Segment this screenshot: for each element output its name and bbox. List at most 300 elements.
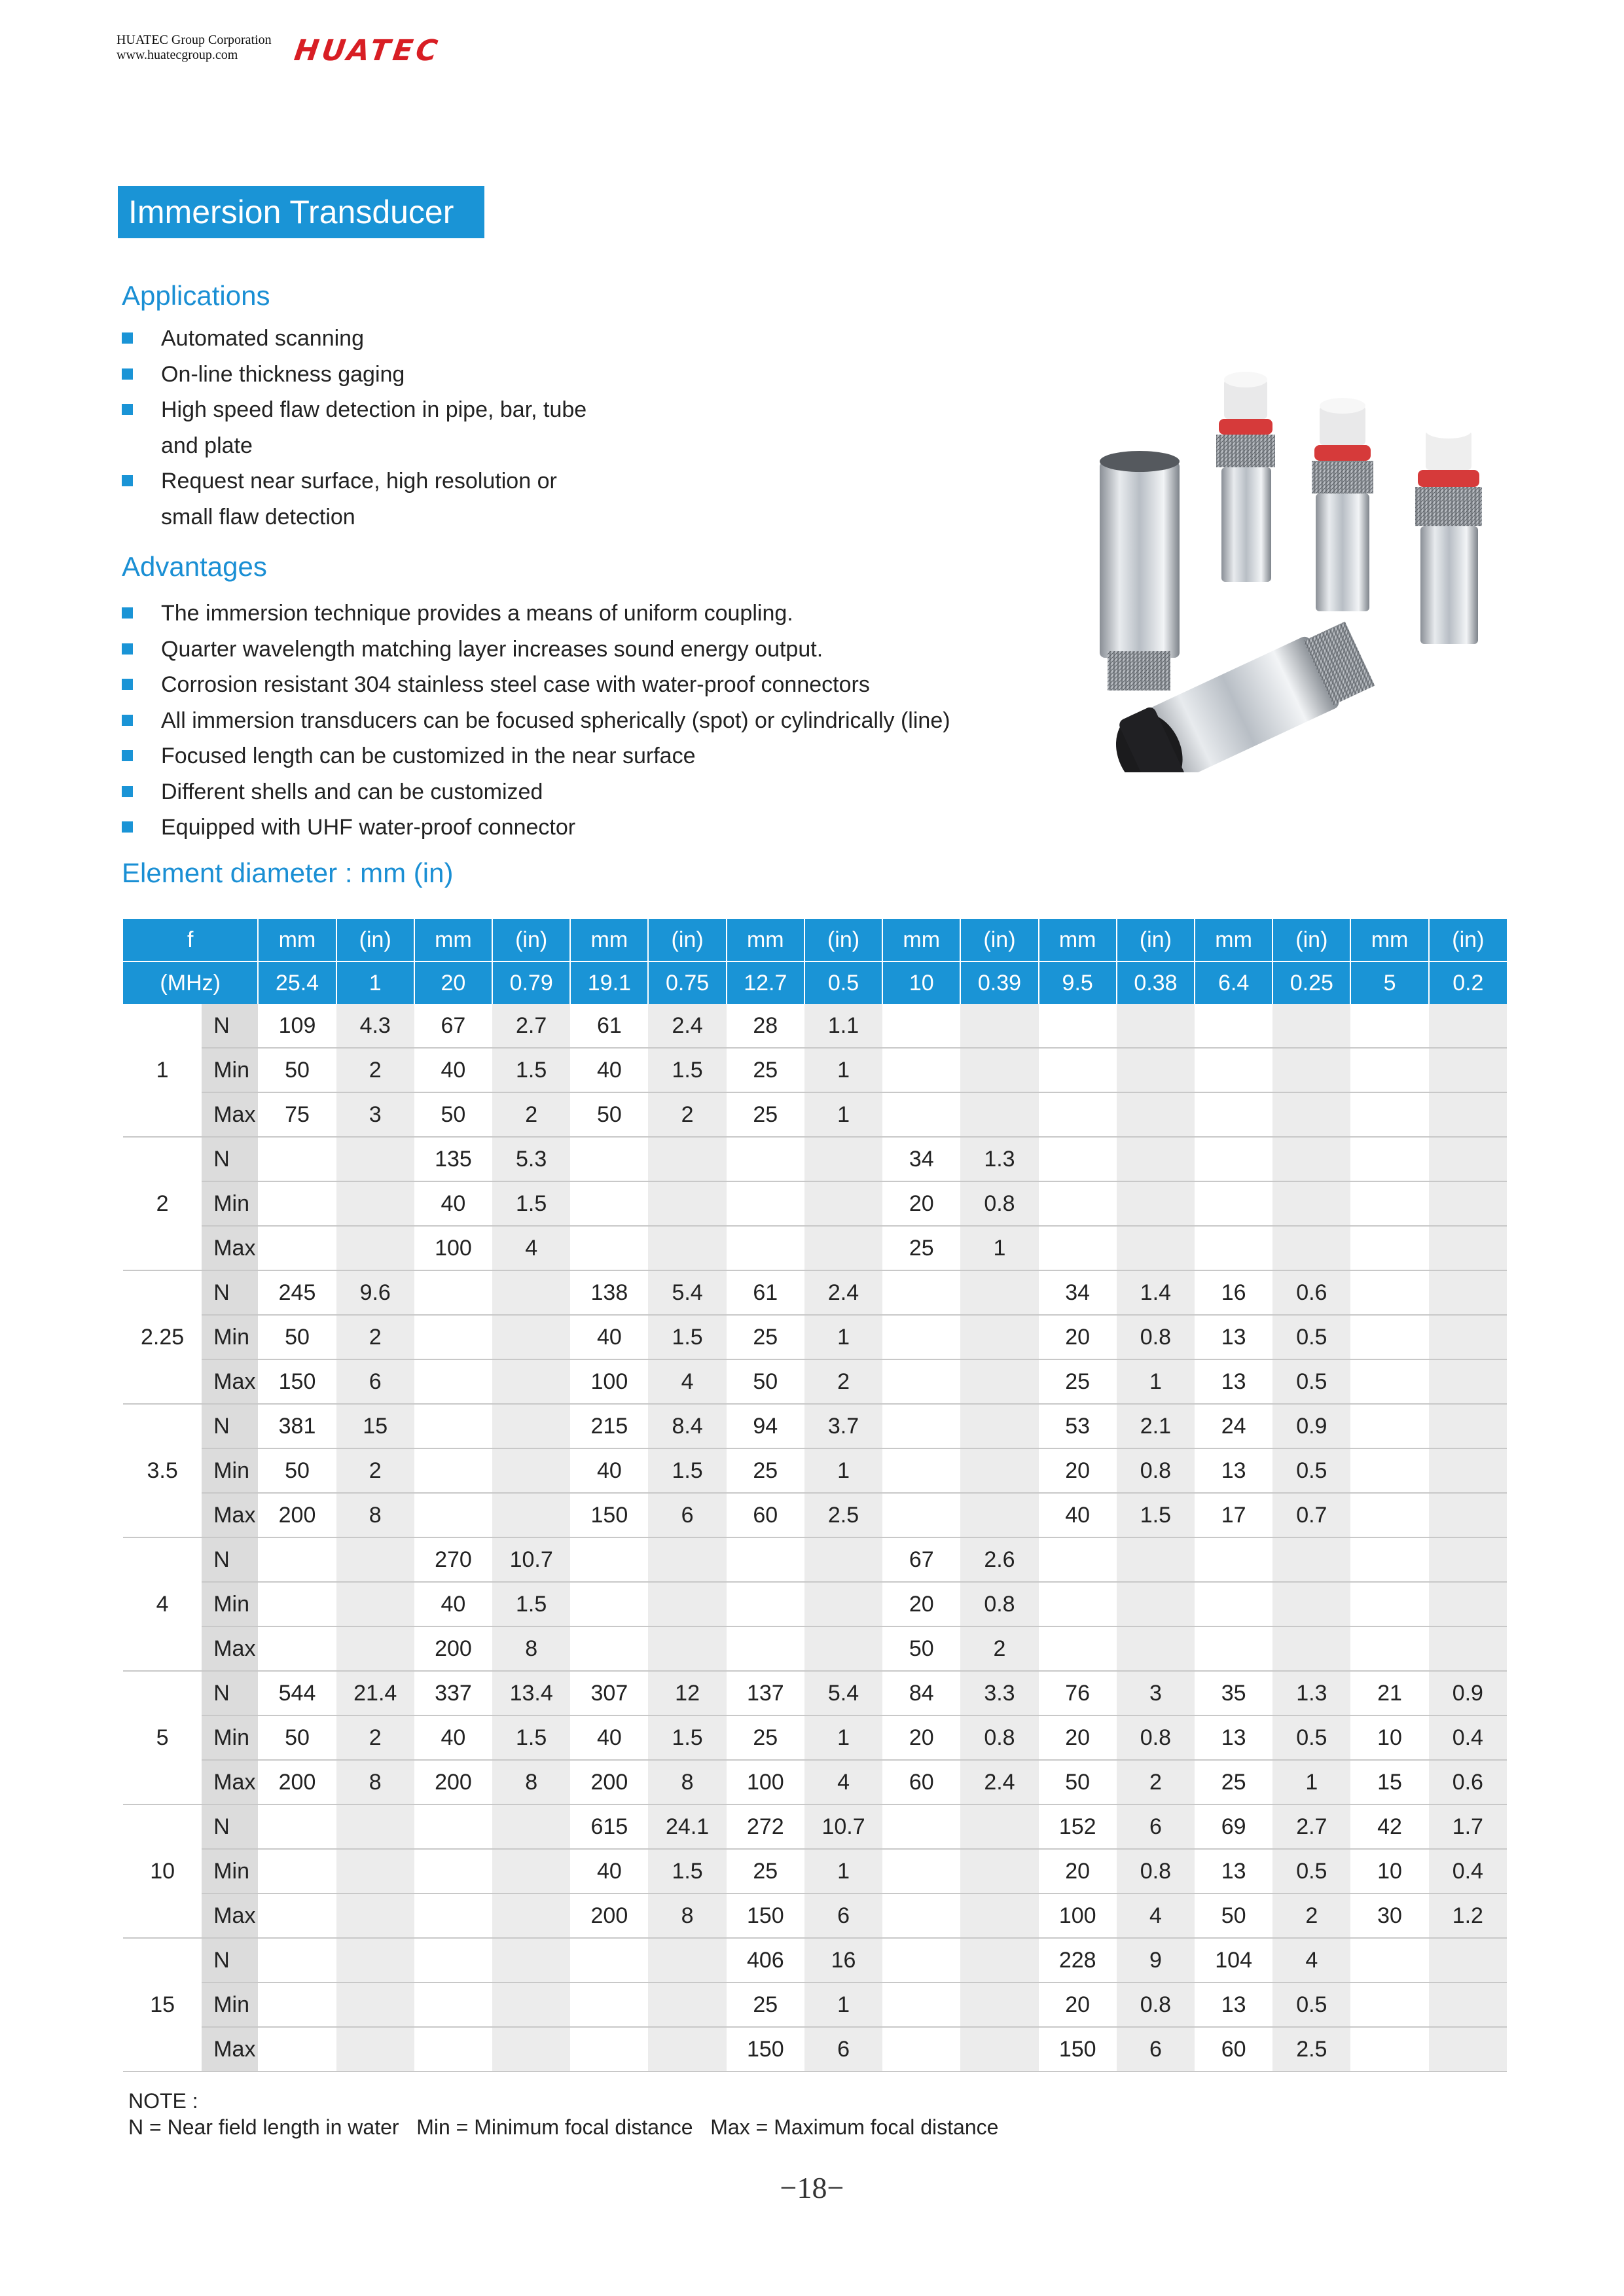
table-cell [1350, 1137, 1428, 1181]
table-cell: 60 [882, 1760, 960, 1804]
table-cell: 1 [804, 1448, 882, 1493]
row-label-cell: N [202, 1537, 258, 1582]
frequency-cell: 15 [123, 1938, 202, 2072]
table-cell [570, 1537, 648, 1582]
table-cell [648, 1938, 726, 1982]
header-cell: 0.25 [1272, 961, 1350, 1004]
table-cell [570, 1137, 648, 1181]
table-cell [960, 1048, 1038, 1092]
table-cell [258, 1137, 336, 1181]
table-cell: 8 [492, 1626, 570, 1671]
table-cell [492, 1804, 570, 1849]
table-cell: 60 [727, 1493, 804, 1537]
table-cell: 20 [882, 1715, 960, 1760]
table-row [123, 1137, 1507, 1181]
table-cell [882, 1092, 960, 1137]
table-cell: 200 [258, 1493, 336, 1537]
table-cell: 20 [882, 1582, 960, 1626]
application-item-text: small flaw detection [161, 504, 355, 529]
table-cell: 13 [1195, 1849, 1272, 1893]
header-cell: mm [570, 919, 648, 961]
header-cell: (in) [648, 919, 726, 961]
table-cell: 109 [258, 1004, 336, 1048]
row-label-cell: Min [202, 1315, 258, 1359]
advantage-item: The immersion technique provides a means of uniform coupling. [122, 596, 950, 632]
table-cell: 1.5 [492, 1181, 570, 1226]
table-cell: 40 [570, 1048, 648, 1092]
table-cell [882, 1493, 960, 1537]
application-item [122, 392, 586, 463]
table-cell [336, 2027, 414, 2072]
table-cell [492, 1404, 570, 1448]
table-cell: 0.8 [960, 1715, 1038, 1760]
table-cell: 150 [570, 1493, 648, 1537]
table-cell: 61 [570, 1004, 648, 1048]
advantage-item: All immersion transducers can be focused spherically (spot) or cylindrically (line) [122, 703, 950, 739]
table-cell: 0.4 [1429, 1849, 1507, 1893]
table-row [123, 1226, 1507, 1270]
table-cell [1429, 2027, 1507, 2072]
table-cell [1195, 1537, 1272, 1582]
table-cell [258, 1804, 336, 1849]
table-cell: 5.3 [492, 1137, 570, 1181]
table-cell: 34 [882, 1137, 960, 1181]
table-cell [1195, 1092, 1272, 1137]
table-cell [804, 1181, 882, 1226]
table-cell [882, 1938, 960, 1982]
table-cell: 40 [414, 1181, 492, 1226]
table-cell: 13.4 [492, 1671, 570, 1715]
table-cell: 42 [1350, 1804, 1428, 1849]
table-cell: 20 [1039, 1982, 1117, 2027]
row-label-cell: Max [202, 1760, 258, 1804]
table-cell: 200 [414, 1626, 492, 1671]
table-cell: 0.6 [1272, 1270, 1350, 1315]
advantage-item: Equipped with UHF water-proof connector [122, 810, 950, 846]
table-cell: 20 [1039, 1315, 1117, 1359]
table-cell [1117, 1626, 1195, 1671]
table-cell: 6 [1117, 2027, 1195, 2072]
frequency-cell: 2.25 [123, 1270, 202, 1404]
brand-logo: HUATEC [292, 34, 443, 67]
header-cell: mm [414, 919, 492, 961]
table-cell: 2 [336, 1315, 414, 1359]
table-cell [1039, 1004, 1117, 1048]
table-cell: 25 [882, 1226, 960, 1270]
table-cell: 0.5 [1272, 1359, 1350, 1404]
table-cell: 28 [727, 1004, 804, 1048]
table-cell: 1.5 [492, 1048, 570, 1092]
table-cell: 0.9 [1272, 1404, 1350, 1448]
table-cell: 10.7 [492, 1537, 570, 1582]
table-cell [1429, 1626, 1507, 1671]
table-cell: 1.5 [648, 1048, 726, 1092]
table-cell: 0.8 [960, 1181, 1038, 1226]
row-label-cell: Min [202, 1849, 258, 1893]
header-cell: 20 [414, 961, 492, 1004]
table-cell: 50 [1039, 1760, 1117, 1804]
table-cell: 10 [1350, 1849, 1428, 1893]
table-cell: 0.5 [1272, 1448, 1350, 1493]
table-row [123, 1893, 1507, 1938]
table-cell: 1.5 [648, 1315, 726, 1359]
table-cell [1429, 1137, 1507, 1181]
table-cell [804, 1226, 882, 1270]
table-cell [960, 1404, 1038, 1448]
table-cell [960, 1804, 1038, 1849]
table-cell: 0.7 [1272, 1493, 1350, 1537]
row-label-cell: N [202, 1938, 258, 1982]
table-cell: 84 [882, 1671, 960, 1715]
row-label-cell: N [202, 1804, 258, 1849]
table-cell: 6 [804, 1893, 882, 1938]
table-cell: 1.7 [1429, 1804, 1507, 1849]
advantage-item: Quarter wavelength matching layer increases sound energy output. [122, 632, 950, 668]
table-row [123, 1582, 1507, 1626]
table-cell: 25 [727, 1982, 804, 2027]
table-cell [648, 1626, 726, 1671]
table-cell [336, 1537, 414, 1582]
table-cell: 25 [727, 1092, 804, 1137]
table-cell: 1 [804, 1982, 882, 2027]
application-item-text: Automated scanning [161, 326, 364, 351]
header-cell: (in) [336, 919, 414, 961]
table-cell: 50 [882, 1626, 960, 1671]
table-cell: 40 [414, 1715, 492, 1760]
table-cell [258, 2027, 336, 2072]
table-cell [414, 2027, 492, 2072]
table-row [123, 1493, 1507, 1537]
table-cell: 8.4 [648, 1404, 726, 1448]
header-cell: (in) [492, 919, 570, 961]
table-row [123, 1404, 1507, 1448]
table-cell [258, 1582, 336, 1626]
table-row [123, 1048, 1507, 1092]
table-cell [336, 1582, 414, 1626]
table-cell: 0.6 [1429, 1760, 1507, 1804]
table-row [123, 1938, 1507, 1982]
table-cell: 0.8 [1117, 1849, 1195, 1893]
table-row [123, 1537, 1507, 1582]
table-cell: 34 [1039, 1270, 1117, 1315]
table-cell: 6 [648, 1493, 726, 1537]
row-label-cell: Max [202, 1493, 258, 1537]
table-cell [1039, 1537, 1117, 1582]
table-cell [648, 1226, 726, 1270]
header-cell: mm [1195, 919, 1272, 961]
table-cell: 16 [1195, 1270, 1272, 1315]
table-cell: 8 [336, 1760, 414, 1804]
table-cell [1195, 1137, 1272, 1181]
table-cell [570, 1626, 648, 1671]
table-cell: 4 [1117, 1893, 1195, 1938]
table-cell [1429, 1181, 1507, 1226]
table-cell [336, 1982, 414, 2027]
header-cell: 0.5 [804, 961, 882, 1004]
table-cell: 25 [1195, 1760, 1272, 1804]
table-cell: 150 [727, 1893, 804, 1938]
table-cell: 69 [1195, 1804, 1272, 1849]
header-cell: 0.75 [648, 961, 726, 1004]
table-cell [648, 1137, 726, 1181]
header-cell: 5 [1350, 961, 1428, 1004]
table-cell: 0.5 [1272, 1849, 1350, 1893]
table-cell [414, 1315, 492, 1359]
header-frequency-cell: (MHz) [123, 961, 258, 1004]
table-cell: 13 [1195, 1982, 1272, 2027]
table-cell: 40 [570, 1448, 648, 1493]
table-cell [804, 1582, 882, 1626]
table-cell [1350, 1359, 1428, 1404]
table-cell [1272, 1226, 1350, 1270]
table-cell: 4.3 [336, 1004, 414, 1048]
table-row [123, 1270, 1507, 1315]
table-cell: 2 [492, 1092, 570, 1137]
table-cell: 4 [1272, 1938, 1350, 1982]
table-cell: 3.7 [804, 1404, 882, 1448]
application-item-text: On-line thickness gaging [161, 361, 405, 387]
table-cell [1429, 1982, 1507, 2027]
table-cell [336, 1226, 414, 1270]
table-cell: 0.8 [1117, 1982, 1195, 2027]
header-cell: 6.4 [1195, 961, 1272, 1004]
header-cell: mm [1039, 919, 1117, 961]
table-cell: 24 [1195, 1404, 1272, 1448]
table-cell [414, 1893, 492, 1938]
table-cell [1429, 1537, 1507, 1582]
table-cell [960, 1938, 1038, 1982]
table-cell [882, 1448, 960, 1493]
advantage-item: Different shells and can be customized [122, 774, 950, 810]
header-frequency-cell: f [123, 919, 258, 961]
table-cell [1272, 1092, 1350, 1137]
table-cell [336, 1137, 414, 1181]
table-cell: 245 [258, 1270, 336, 1315]
table-cell: 150 [258, 1359, 336, 1404]
table-cell [882, 1270, 960, 1315]
table-cell: 1 [804, 1849, 882, 1893]
header-cell: 19.1 [570, 961, 648, 1004]
table-cell [492, 1982, 570, 2027]
table-cell: 2.4 [960, 1760, 1038, 1804]
table-row [123, 1359, 1507, 1404]
transducer-product-photo [1047, 314, 1545, 772]
table-row [123, 1982, 1507, 2027]
table-cell [727, 1626, 804, 1671]
table-cell: 50 [414, 1092, 492, 1137]
table-cell [258, 1982, 336, 2027]
table-cell: 76 [1039, 1671, 1117, 1715]
table-cell: 40 [570, 1315, 648, 1359]
table-cell [414, 1849, 492, 1893]
row-label-cell: Min [202, 1448, 258, 1493]
table-cell: 1.3 [1272, 1671, 1350, 1715]
table-cell: 2.5 [1272, 2027, 1350, 2072]
table-cell [570, 2027, 648, 2072]
table-cell [1117, 1537, 1195, 1582]
table-cell [1272, 1582, 1350, 1626]
table-cell [414, 1938, 492, 1982]
table-cell [882, 1404, 960, 1448]
frequency-cell: 2 [123, 1137, 202, 1270]
table-cell [1117, 1137, 1195, 1181]
table-row [123, 2027, 1507, 2072]
row-label-cell: Min [202, 1181, 258, 1226]
table-cell [336, 1938, 414, 1982]
table-cell: 25 [1039, 1359, 1117, 1404]
table-note [128, 2088, 998, 2140]
table-cell [1350, 1938, 1428, 1982]
row-label-cell: Max [202, 1893, 258, 1938]
advantages-list [122, 596, 950, 846]
table-cell: 2.5 [804, 1493, 882, 1537]
table-cell: 6 [336, 1359, 414, 1404]
header-cell: 0.79 [492, 961, 570, 1004]
table-cell: 20 [882, 1181, 960, 1226]
table-cell [727, 1226, 804, 1270]
table-cell [1039, 1181, 1117, 1226]
table-cell: 8 [648, 1893, 726, 1938]
table-cell: 1 [804, 1715, 882, 1760]
table-cell: 50 [1195, 1893, 1272, 1938]
table-cell [1350, 1626, 1428, 1671]
table-cell [414, 1404, 492, 1448]
table-cell: 2 [336, 1715, 414, 1760]
table-cell: 2.1 [1117, 1404, 1195, 1448]
table-cell: 3.3 [960, 1671, 1038, 1715]
table-cell: 2 [1272, 1893, 1350, 1938]
table-cell [492, 1893, 570, 1938]
table-cell: 406 [727, 1938, 804, 1982]
table-cell: 100 [414, 1226, 492, 1270]
table-cell [1117, 1181, 1195, 1226]
table-cell [1117, 1048, 1195, 1092]
header-cell: 25.4 [258, 961, 336, 1004]
table-cell [1429, 1493, 1507, 1537]
table-cell [1350, 2027, 1428, 2072]
table-cell: 2 [804, 1359, 882, 1404]
table-cell [648, 1537, 726, 1582]
table-cell [1350, 1582, 1428, 1626]
table-cell [414, 1493, 492, 1537]
table-cell: 0.9 [1429, 1671, 1507, 1715]
application-item-text: and plate [161, 433, 253, 458]
table-cell: 4 [492, 1226, 570, 1270]
table-cell [1350, 1048, 1428, 1092]
table-cell: 1.4 [1117, 1270, 1195, 1315]
frequency-cell: 1 [123, 1004, 202, 1137]
table-cell [1350, 1181, 1428, 1226]
table-cell [960, 1359, 1038, 1404]
table-row [123, 1804, 1507, 1849]
table-cell: 13 [1195, 1359, 1272, 1404]
table-cell [1195, 1004, 1272, 1048]
table-cell: 1 [1272, 1760, 1350, 1804]
table-cell [258, 1181, 336, 1226]
table-cell: 21 [1350, 1671, 1428, 1715]
table-cell [882, 1004, 960, 1048]
row-label-cell: N [202, 1137, 258, 1181]
table-cell [1350, 1270, 1428, 1315]
table-cell: 0.4 [1429, 1715, 1507, 1760]
table-cell [882, 1849, 960, 1893]
table-cell: 2 [1117, 1760, 1195, 1804]
table-cell: 5.4 [648, 1270, 726, 1315]
header-cell: 0.38 [1117, 961, 1195, 1004]
table-cell: 50 [258, 1715, 336, 1760]
table-cell: 2 [648, 1092, 726, 1137]
table-cell: 2.7 [492, 1004, 570, 1048]
table-cell: 24.1 [648, 1804, 726, 1849]
table-cell [570, 1582, 648, 1626]
table-cell: 152 [1039, 1804, 1117, 1849]
table-cell: 10 [1350, 1715, 1428, 1760]
table-cell: 30 [1350, 1893, 1428, 1938]
table-cell [1429, 1404, 1507, 1448]
table-cell: 50 [727, 1359, 804, 1404]
table-cell [1117, 1226, 1195, 1270]
table-cell: 67 [414, 1004, 492, 1048]
table-cell: 20 [1039, 1849, 1117, 1893]
table-cell [414, 1982, 492, 2027]
row-label-cell: N [202, 1671, 258, 1715]
table-cell: 15 [1350, 1760, 1428, 1804]
table-cell: 138 [570, 1270, 648, 1315]
table-cell: 21.4 [336, 1671, 414, 1715]
table-cell: 0.8 [960, 1582, 1038, 1626]
row-label-cell: Max [202, 1359, 258, 1404]
row-label-cell: Max [202, 1092, 258, 1137]
table-row [123, 1181, 1507, 1226]
table-cell: 307 [570, 1671, 648, 1715]
table-cell [1039, 1582, 1117, 1626]
table-cell: 75 [258, 1092, 336, 1137]
table-cell [1039, 1626, 1117, 1671]
table-cell: 50 [570, 1092, 648, 1137]
table-cell [414, 1448, 492, 1493]
table-cell: 150 [727, 2027, 804, 2072]
table-cell: 1.5 [648, 1849, 726, 1893]
table-cell [258, 1626, 336, 1671]
element-diameter-heading: Element diameter : mm (in) [122, 857, 454, 888]
table-cell [1429, 1270, 1507, 1315]
header-cell: (in) [960, 919, 1038, 961]
table-cell [882, 1804, 960, 1849]
table-row [123, 1448, 1507, 1493]
header-cell: mm [1350, 919, 1428, 961]
table-cell [1429, 1092, 1507, 1137]
table-cell [492, 1448, 570, 1493]
table-cell [882, 2027, 960, 2072]
table-cell [1429, 1582, 1507, 1626]
table-cell [1350, 1982, 1428, 2027]
table-cell: 215 [570, 1404, 648, 1448]
table-row [123, 1004, 1507, 1048]
table-cell [882, 1893, 960, 1938]
table-cell: 8 [336, 1493, 414, 1537]
frequency-cell: 3.5 [123, 1404, 202, 1537]
note-text: N = Near field length in water Min = Minimum focal distance Max = Maximum focal distance [128, 2115, 999, 2139]
table-cell: 50 [258, 1315, 336, 1359]
table-cell [960, 1004, 1038, 1048]
table-cell: 53 [1039, 1404, 1117, 1448]
table-row [123, 1671, 1507, 1715]
application-item-text: Request near surface, high resolution or [161, 469, 557, 493]
table-cell [570, 1938, 648, 1982]
table-cell: 1 [804, 1315, 882, 1359]
company-website: www.huatecgroup.com [117, 48, 238, 62]
table-cell [1272, 1181, 1350, 1226]
